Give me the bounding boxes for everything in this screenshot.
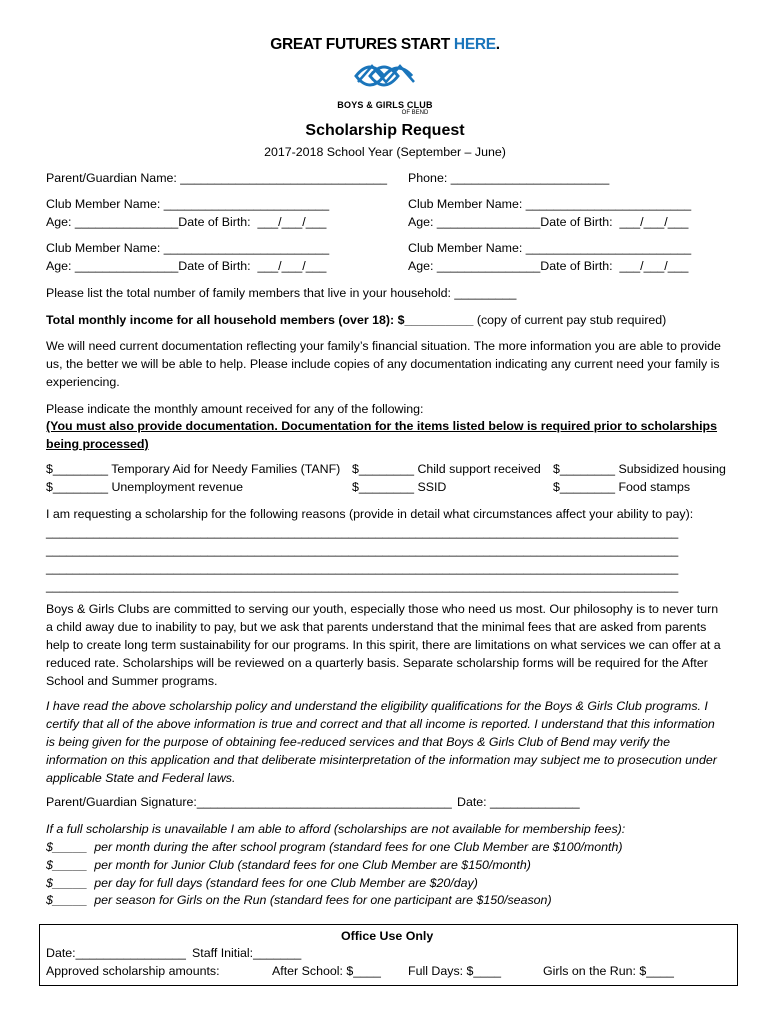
income-label: Total monthly income for all household members (over 18): $__________ — [46, 313, 474, 327]
slogan-here: HERE — [453, 36, 496, 53]
age-dob-field[interactable]: Age: _______________Date of Birth: ___/___/___ — [46, 259, 327, 273]
afford-full-days-field[interactable]: $_____ per day for full days (standard fees for one Club Member are $20/day) — [46, 876, 478, 890]
income-note: (copy of current pay stub required) — [473, 313, 667, 327]
office-use-title: Office Use Only — [341, 929, 434, 943]
reasons-prompt: I am requesting a scholarship for the following reasons (provide in detail what circumstances affect your ability to pay): — [46, 507, 694, 521]
office-after-school-field[interactable]: After School: $____ — [272, 964, 381, 978]
club-member-name-field[interactable]: Club Member Name: ________________________ — [408, 197, 692, 211]
club-logo — [350, 58, 420, 106]
documentation-paragraph: We will need current documentation reflecting your family’s financial situation. The more information you are able to provide us, the better we will be able to help. Please include copies of any documentation indicating any current need your family is experiencing. — [46, 339, 721, 389]
reason-line[interactable]: ______________________________________________________________________________________________ — [46, 579, 679, 593]
slogan-period: . — [495, 36, 500, 53]
age-dob-field[interactable]: Age: _______________Date of Birth: ___/___/___ — [46, 215, 327, 229]
approved-amounts-label: Approved scholarship amounts: — [46, 964, 220, 978]
ssid-field[interactable]: $________ SSID — [352, 480, 447, 494]
club-member-name-field[interactable]: Club Member Name: ________________________ — [46, 197, 330, 211]
household-count-field[interactable]: Please list the total number of family members that live in your household: _________ — [46, 286, 517, 300]
afford-girls-on-the-run-field[interactable]: $_____ per season for Girls on the Run (standard fees for one participant are $150/season) — [46, 893, 552, 907]
reason-line[interactable]: ______________________________________________________________________________________________ — [46, 525, 679, 539]
club-member-name-field[interactable]: Club Member Name: ________________________ — [46, 241, 330, 255]
afford-after-school-field[interactable]: $_____ per month during the after school program (standard fees for one Club Member are $100/month) — [46, 840, 623, 854]
office-date-field[interactable]: Date:________________ — [46, 946, 186, 960]
unemployment-field[interactable]: $________ Unemployment revenue — [46, 480, 244, 494]
child-support-field[interactable]: $________ Child support received — [352, 462, 541, 476]
page-title: Scholarship Request — [305, 122, 465, 139]
certification-paragraph: I have read the above scholarship policy and understand the eligibility qualifications for the Boys & Girls Club programs. I certify that all of the above information is true and correct and that all income is reported. I understand that this information is being given for the purpose of obtaining fee-reduced services and that Boys & Girls Club of Bend may verify the information on this application and that deliberate misinterpretation of the information may subject me to prosecution under applicable State and Federal laws. — [46, 699, 717, 785]
logo-subtext: OF BEND — [401, 110, 429, 116]
monthly-intro: Please indicate the monthly amount received for any of the following: — [46, 402, 424, 416]
age-dob-field[interactable]: Age: _______________Date of Birth: ___/___/___ — [408, 259, 689, 273]
phone-field[interactable]: Phone: _______________________ — [408, 171, 610, 185]
reason-line[interactable]: ______________________________________________________________________________________________ — [46, 561, 679, 575]
subsidized-housing-field[interactable]: $________ Subsidized housing — [553, 462, 726, 476]
office-full-days-field[interactable]: Full Days: $____ — [408, 964, 501, 978]
staff-initial-field[interactable]: Staff Initial:_______ — [192, 946, 302, 960]
slogan-text: GREAT FUTURES START — [270, 36, 454, 53]
income-field[interactable] — [46, 311, 666, 329]
documentation-required-notice: (You must also provide documentation. Documentation for the items listed below is required prior to scholarships being processed) — [46, 419, 718, 451]
afford-intro: If a full scholarship is unavailable I am able to afford (scholarships are not available for membership fees): — [46, 822, 626, 836]
signature-date-field[interactable]: Date: _____________ — [457, 795, 580, 809]
club-logo-icon — [350, 58, 420, 106]
afford-junior-club-field[interactable]: $_____ per month for Junior Club (standard fees for one Club Member are $150/month) — [46, 858, 531, 872]
office-girls-on-the-run-field[interactable]: Girls on the Run: $____ — [543, 964, 674, 978]
logo-text: BOYS & GIRLS CLUB — [337, 100, 433, 110]
school-year-subtitle: 2017-2018 School Year (September – June) — [264, 145, 506, 159]
club-member-name-field[interactable]: Club Member Name: ________________________ — [408, 241, 692, 255]
slogan — [0, 36, 770, 54]
food-stamps-field[interactable]: $________ Food stamps — [553, 480, 691, 494]
parent-name-field[interactable]: Parent/Guardian Name: ______________________________ — [46, 171, 388, 185]
reason-line[interactable]: ______________________________________________________________________________________________ — [46, 543, 679, 557]
tanf-field[interactable]: $________ Temporary Aid for Needy Families (TANF) — [46, 462, 341, 476]
age-dob-field[interactable]: Age: _______________Date of Birth: ___/___/___ — [408, 215, 689, 229]
signature-field[interactable]: Parent/Guardian Signature:_____________________________________ — [46, 795, 452, 809]
policy-paragraph: Boys & Girls Clubs are committed to serving our youth, especially those who need us most. Our philosophy is to never turn a child away due to inability to pay, but we ask that parents understand that the minimal fees that are asked from parents help to create long term sustainability for our programs. In this spirit, there are limitations on what services we can offer at a reduced rate. Scholarships will be reviewed on a quarterly basis. Separate scholarship forms will be required for the After School and Summer programs. — [46, 602, 721, 688]
